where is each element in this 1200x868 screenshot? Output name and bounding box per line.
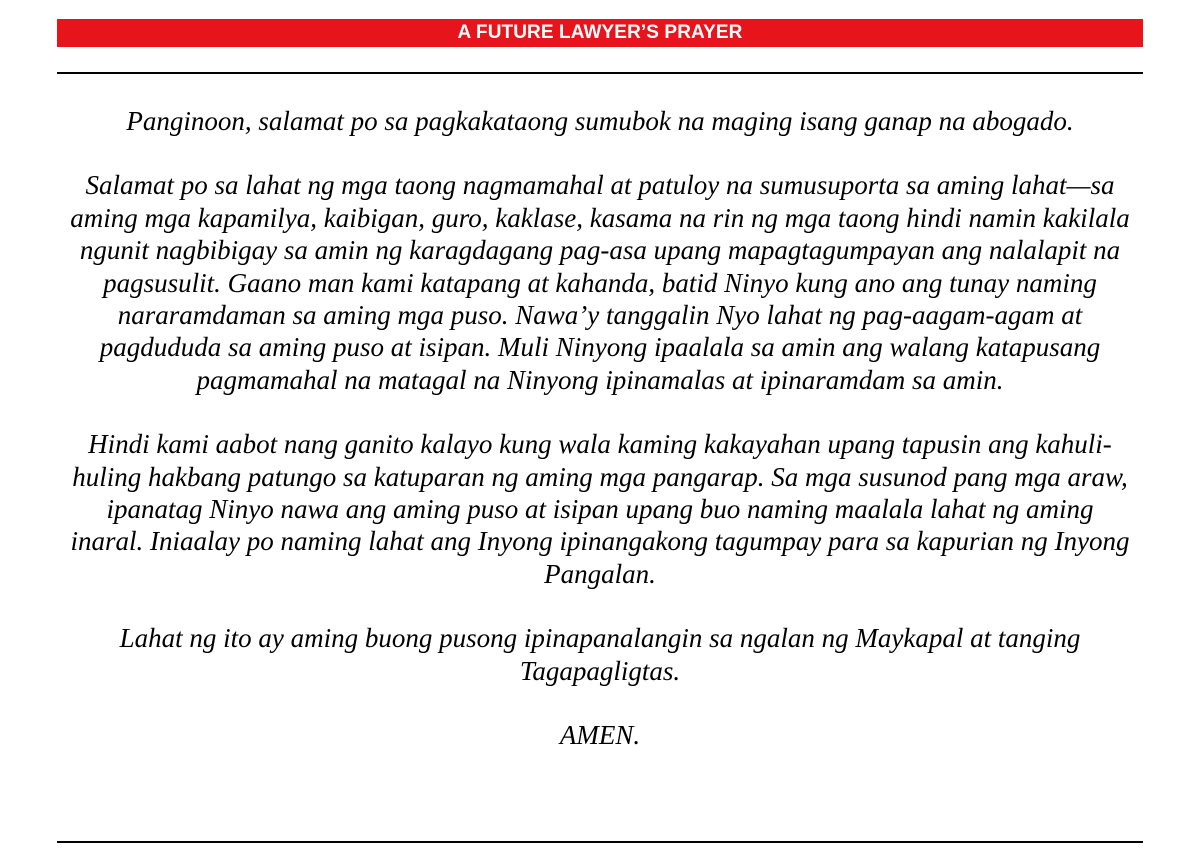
bottom-divider bbox=[57, 841, 1143, 843]
paragraph-opening: Panginoon, salamat po sa pagkakataong sumubok na maging isang ganap na abogado. bbox=[126, 106, 1074, 136]
paragraph-gratitude: Salamat po sa lahat ng mga taong nagmamahal at patuloy na sumusuporta sa aming lahat—sa aming mga kapamilya, kaibigan, guro, kaklase, kasama na rin ng mga taong hindi namin kakilala ngunit nagbibigay sa amin ng karagdagang pag-asa upang mapagtagumpayan ang nalalapit na pagsusulit. Gaano man kami katapang at kahanda, batid Ninyo kung ano ang tunay naming nararamdaman sa aming mga puso. Nawa’y tanggalin Nyo lahat ng pag-aagam-agam at pagdududa sa aming puso at isipan. Muli Ninyong ipaalala sa amin ang walang katapusang pagmamahal na matagal na Ninyong ipinamalas at ipinaramdam sa amin. bbox=[70, 170, 1130, 395]
paragraph-petition: Hindi kami aabot nang ganito kalayo kung wala kaming kakayahan upang tapusin ang kahuli-huling hakbang patungo sa katuparan ng aming mga pangarap. Sa mga susunod pang mga araw, ipanatag Ninyo nawa ang aming puso at isipan upang buo naming maalala lahat ng aming inaral. Iniaalay po naming lahat ang Inyong ipinangakong tagumpay para sa kapurian ng Inyong Pangalan. bbox=[70, 429, 1130, 589]
top-divider bbox=[57, 72, 1143, 74]
prayer-body bbox=[70, 105, 1130, 752]
paragraph-closing: Lahat ng ito ay aming buong pusong ipinapanalangin sa ngalan ng Maykapal at tanging Tagapagligtas. bbox=[119, 623, 1081, 686]
document-title: A FUTURE LAWYER’S PRAYER bbox=[57, 19, 1143, 47]
paragraph-amen: AMEN. bbox=[559, 720, 641, 751]
